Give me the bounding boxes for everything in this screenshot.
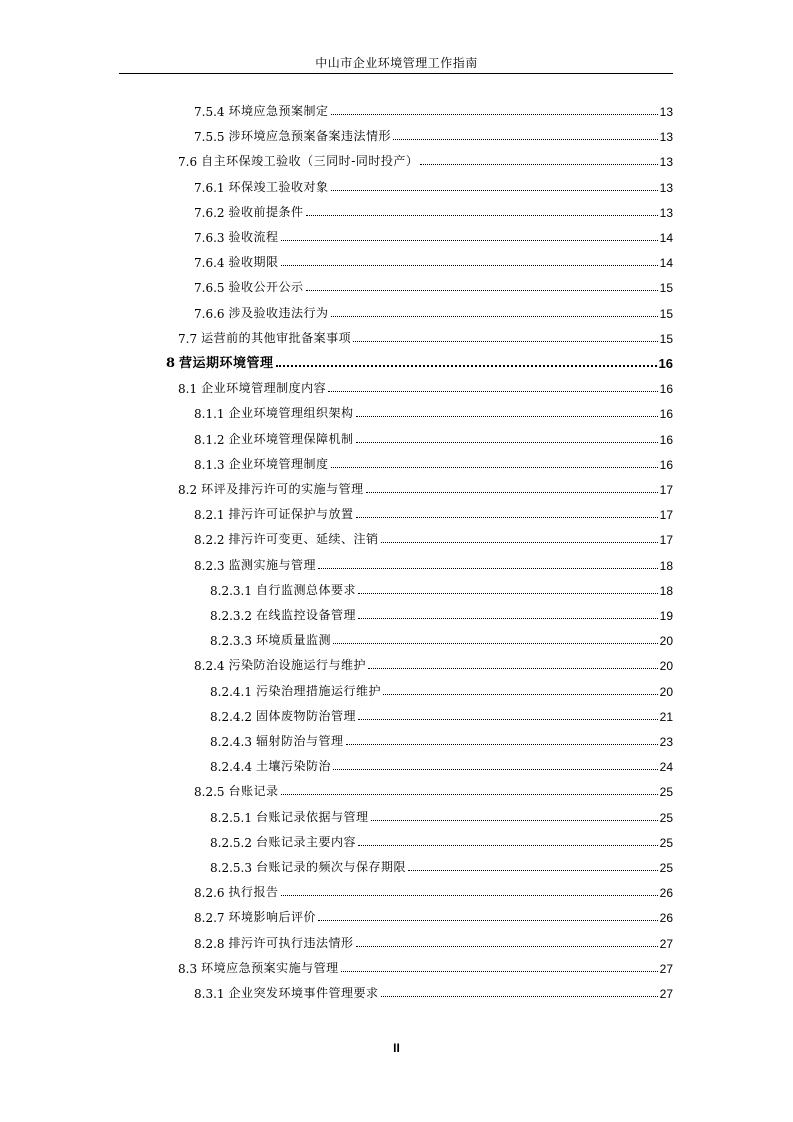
toc-dot-leader [408, 870, 658, 871]
toc-entry-number: 8.3 [178, 961, 198, 976]
toc-entry-title: 验收期限 [228, 255, 279, 270]
toc-entry[interactable] [210, 679, 673, 699]
toc-entry[interactable] [178, 376, 673, 396]
toc-entry-number: 8.1.1 [194, 407, 225, 422]
toc-entry-page: 13 [659, 205, 673, 220]
toc-entry-page: 13 [659, 155, 673, 170]
toc-dot-leader [328, 391, 658, 392]
toc-dot-leader [358, 618, 658, 619]
toc-entry-number: 8.1.2 [194, 432, 225, 447]
toc-dot-leader [276, 365, 657, 367]
toc-entry[interactable] [194, 200, 673, 220]
toc-entry[interactable] [194, 275, 673, 295]
toc-entry-number: 7.6.5 [194, 281, 225, 296]
toc-entry[interactable] [194, 527, 673, 547]
toc-entry[interactable] [210, 578, 673, 598]
toc-dot-leader [393, 139, 658, 140]
toc-entry-number: 8.2.4.1 [210, 684, 252, 699]
toc-entry-title: 营运期环境管理 [179, 356, 274, 371]
toc-entry[interactable] [194, 502, 673, 522]
toc-entry-number: 8.2.4.3 [210, 735, 252, 749]
toc-entry[interactable] [194, 653, 673, 673]
toc-entry-title: 台账记录 [228, 784, 279, 799]
toc-entry-number: 8.2.8 [194, 936, 225, 951]
toc-dot-leader [281, 265, 658, 266]
toc-entry-page: 25 [659, 835, 673, 850]
toc-entry-title: 污染治理措施运行维护 [255, 683, 381, 698]
toc-dot-leader [346, 744, 658, 745]
toc-entry-number: 7.6.3 [194, 231, 225, 245]
toc-entry-page: 18 [659, 558, 673, 573]
toc-entry-title: 监测实施与管理 [228, 557, 317, 572]
toc-dot-leader [383, 694, 658, 695]
toc-entry-number: 8.2.5 [194, 785, 225, 800]
toc-entry-title: 环保竣工验收对象 [228, 179, 329, 194]
toc-entry-title: 运营前的其他审批备案事项 [201, 330, 352, 345]
toc-entry[interactable] [210, 704, 673, 724]
toc-entry-title: 验收流程 [228, 230, 279, 244]
toc-entry-title: 固体废物防治管理 [255, 708, 356, 723]
toc-entry-page: 13 [659, 105, 673, 119]
toc-entry-number: 7.6.1 [194, 180, 225, 195]
toc-dot-leader [366, 492, 658, 493]
toc-entry-page: 19 [659, 609, 673, 623]
toc-entry-page: 20 [659, 634, 673, 649]
toc-entry[interactable] [194, 452, 673, 472]
toc-entry-title: 企业环境管理制度内容 [201, 381, 327, 396]
toc-entry[interactable] [194, 401, 673, 421]
toc-entry-page: 25 [659, 861, 673, 875]
toc-entry[interactable] [210, 805, 673, 825]
toc-entry-page: 20 [659, 684, 673, 699]
toc-dot-leader [353, 341, 658, 342]
toc-entry-page: 26 [659, 886, 673, 901]
toc-entry-page: 15 [659, 306, 673, 321]
toc-entry-page: 20 [659, 659, 673, 674]
toc-entry-number: 7.7 [178, 331, 198, 346]
toc-entry[interactable] [194, 175, 673, 195]
toc-dot-leader [356, 517, 658, 518]
toc-entry[interactable] [194, 99, 673, 119]
toc-entry-page: 17 [659, 533, 673, 548]
toc-entry[interactable] [210, 603, 673, 623]
toc-dot-leader [420, 164, 657, 165]
toc-entry-page: 13 [659, 180, 673, 195]
toc-entry-page: 13 [659, 130, 673, 145]
toc-entry-number: 7.5.5 [194, 130, 225, 145]
toc-entry[interactable] [194, 301, 673, 321]
toc-entry-title: 排污许可变更、延续、注销 [228, 532, 379, 547]
toc-entry[interactable] [194, 880, 673, 900]
toc-dot-leader [331, 467, 658, 468]
toc-entry-page: 25 [659, 785, 673, 800]
toc-entry-number: 8.2.5.1 [210, 810, 252, 825]
toc-dot-leader [358, 593, 658, 594]
toc-dot-leader [368, 668, 658, 669]
toc-entry-title: 执行报告 [228, 885, 279, 900]
toc-entry-number: 7.6.6 [194, 306, 225, 321]
toc-entry-page: 26 [659, 911, 673, 926]
toc-dot-leader [331, 316, 658, 317]
toc-entry-title: 排污许可证保护与放置 [228, 507, 354, 522]
toc-dot-leader [356, 416, 658, 417]
toc-entry-page: 23 [659, 735, 673, 749]
toc-entry-title: 企业环境管理制度 [228, 456, 329, 471]
toc-entry-title: 台账记录依据与管理 [255, 809, 369, 824]
toc-entry-page: 17 [659, 508, 673, 523]
toc-entry-number: 7.6 [178, 155, 198, 170]
toc-entry[interactable] [178, 956, 673, 976]
toc-entry[interactable] [194, 225, 673, 245]
toc-entry-number: 8.2.1 [194, 508, 225, 523]
toc-entry-number: 8.2.6 [194, 886, 225, 901]
toc-entry-number: 8.2.3.2 [210, 609, 252, 623]
toc-entry-page: 15 [659, 331, 673, 346]
toc-entry-number: 8.2.5.3 [210, 861, 252, 875]
toc-entry-page: 16 [659, 457, 673, 472]
toc-entry-title: 涉环境应急预案备案违法情形 [228, 129, 392, 144]
toc-entry-title: 企业环境管理组织架构 [228, 406, 354, 421]
toc-entry[interactable] [178, 149, 673, 169]
toc-entry-number: 8.2.3.3 [210, 634, 252, 649]
toc-entry[interactable] [194, 124, 673, 144]
toc-entry-number: 8.2.4.2 [210, 709, 252, 724]
toc-entry-title: 验收前提条件 [228, 204, 304, 219]
toc-entry-number: 8.2.2 [194, 533, 225, 548]
toc-entry-title: 土壤污染防治 [255, 759, 331, 774]
toc-entry-number: 8.2.4 [194, 659, 225, 674]
toc-entry-title: 台账记录的频次与保存期限 [255, 860, 406, 874]
toc-entry-page: 25 [659, 810, 673, 825]
toc-entry-page: 16 [659, 432, 673, 447]
toc-dot-leader [306, 215, 658, 216]
toc-dot-leader [358, 845, 658, 846]
toc-entry-page: 14 [659, 231, 673, 245]
page-number: II [393, 1041, 400, 1055]
toc-entry-number: 8.1.3 [194, 457, 225, 472]
toc-dot-leader [331, 190, 658, 191]
toc-entry[interactable] [194, 427, 673, 447]
toc-entry-title: 自行监测总体要求 [255, 582, 356, 597]
toc-entry-number: 8.3.1 [194, 987, 225, 1001]
toc-entry[interactable] [194, 250, 673, 270]
toc-dot-leader [281, 794, 658, 795]
toc-entry-title: 环评及排污许可的实施与管理 [201, 482, 364, 496]
toc-dot-leader [306, 290, 658, 291]
toc-entry[interactable] [178, 326, 673, 346]
toc-dot-leader [356, 946, 658, 947]
toc-entry-number: 8.2 [178, 483, 198, 497]
toc-entry-page: 16 [659, 382, 673, 397]
toc-entry[interactable] [194, 905, 673, 925]
toc-entry-title: 辐射防治与管理 [255, 734, 344, 748]
toc-dot-leader [356, 442, 658, 443]
header-divider [119, 73, 673, 74]
toc-entry-number: 8 [166, 356, 176, 371]
toc-dot-leader [358, 719, 658, 720]
toc-dot-leader [318, 920, 658, 921]
toc-dot-leader [381, 542, 658, 543]
toc-entry-page: 16 [659, 407, 673, 422]
toc-entry-number: 8.1 [178, 382, 198, 397]
running-header: 中山市企业环境管理工作指南 [315, 56, 478, 70]
toc-dot-leader [318, 568, 658, 569]
toc-entry-title: 污染防治设施运行与维护 [228, 658, 367, 673]
toc-entry-page: 17 [659, 483, 673, 497]
toc-entry-title: 验收公开公示 [228, 280, 304, 295]
toc-entry-number: 8.2.3.1 [210, 583, 252, 598]
toc-entry[interactable] [210, 830, 673, 850]
toc-dot-leader [371, 820, 658, 821]
toc-entry-title: 企业环境管理保障机制 [228, 431, 354, 446]
toc-entry-title: 排污许可执行违法情形 [228, 935, 354, 950]
toc-entry-page: 15 [659, 281, 673, 296]
toc-entry-page: 27 [659, 987, 673, 1001]
toc-dot-leader [331, 114, 658, 115]
toc-dot-leader [281, 240, 658, 241]
toc-entry-title: 环境应急预案制定 [228, 104, 329, 118]
toc-dot-leader [341, 971, 658, 972]
toc-entry[interactable] [178, 477, 673, 497]
toc-entry-page: 24 [659, 760, 673, 775]
toc-entry-title: 自主环保竣工验收（三同时-同时投产） [201, 154, 419, 169]
toc-entry-title: 环境应急预案实施与管理 [201, 960, 339, 975]
toc-entry-title: 环境影响后评价 [228, 910, 317, 925]
toc-entry[interactable] [166, 351, 673, 371]
toc-entry-number: 7.5.4 [194, 105, 225, 119]
toc-entry-page: 27 [659, 936, 673, 951]
toc-entry-number: 8.2.5.2 [210, 835, 252, 850]
toc-entry[interactable] [194, 981, 673, 1001]
toc-entry-title: 企业突发环境事件管理要求 [228, 986, 379, 1000]
toc-entry[interactable] [194, 779, 673, 799]
toc-entry-number: 7.6.4 [194, 256, 225, 271]
toc-entry-title: 在线监控设备管理 [255, 608, 356, 622]
toc-entry[interactable] [210, 628, 673, 648]
toc-entry-number: 8.2.7 [194, 911, 225, 926]
toc-entry-title: 环境质量监测 [255, 633, 331, 648]
toc-entry[interactable] [194, 931, 673, 951]
toc-entry-number: 8.2.4.4 [210, 760, 252, 775]
toc-entry-page: 18 [659, 583, 673, 598]
toc-entry-number: 8.2.3 [194, 558, 225, 573]
toc-entry-page: 16 [658, 356, 673, 371]
toc-entry[interactable] [194, 553, 673, 573]
toc-entry-page: 14 [659, 256, 673, 271]
toc-entry-page: 27 [659, 961, 673, 976]
toc-entry-page: 21 [659, 709, 673, 724]
toc-entry-title: 台账记录主要内容 [255, 834, 356, 849]
toc-dot-leader [381, 996, 658, 997]
toc-dot-leader [281, 895, 658, 896]
toc-entry[interactable] [210, 729, 673, 749]
toc-dot-leader [333, 643, 658, 644]
toc-entry-title: 涉及验收违法行为 [228, 305, 329, 320]
toc-dot-leader [333, 769, 658, 770]
toc-entry[interactable] [210, 754, 673, 774]
toc-entry[interactable] [210, 855, 673, 875]
toc-entry-number: 7.6.2 [194, 205, 225, 220]
